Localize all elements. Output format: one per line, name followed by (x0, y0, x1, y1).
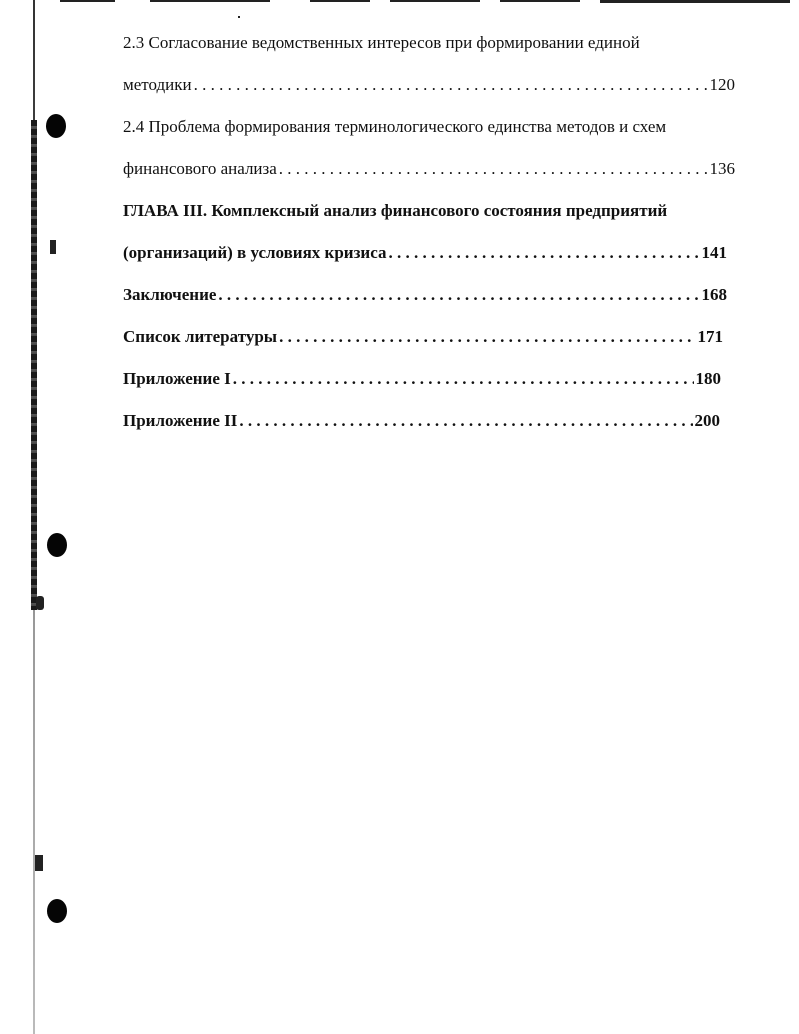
toc-entry-2-4-line1 (123, 112, 735, 154)
table-of-contents (123, 28, 735, 448)
toc-entry-title: Список литературы (123, 327, 278, 346)
punch-hole-middle (47, 533, 67, 557)
toc-entry-appendix-1 (123, 364, 721, 406)
toc-entry-chapter-3-line2 (123, 238, 727, 280)
scan-speck (36, 596, 44, 610)
toc-entry-title: Приложение II (123, 411, 238, 430)
toc-entry-title: 2.4 Проблема формирования терминологического единства методов и схем (123, 117, 667, 136)
toc-entry-appendix-2 (123, 406, 720, 448)
toc-entry-title: методики (123, 75, 192, 94)
toc-entry-title: Заключение (123, 285, 217, 304)
scan-speck (50, 240, 56, 254)
scan-top-edge (60, 0, 799, 4)
toc-page-number: 136 (709, 159, 735, 178)
punch-hole-bottom (47, 899, 67, 923)
scan-speck (238, 16, 240, 18)
dot-leader (218, 280, 699, 310)
toc-page-number: 171 (697, 327, 723, 346)
dot-leader (279, 154, 708, 184)
toc-entry-2-3-line1 (123, 28, 735, 70)
toc-entry-title: Приложение I (123, 369, 231, 388)
dot-leader (194, 70, 708, 100)
toc-page-number: 200 (694, 411, 720, 430)
dot-leader (233, 364, 694, 394)
toc-entry-title: (организаций) в условиях кризиса (123, 243, 387, 262)
toc-entry-references (123, 322, 723, 364)
punch-hole-top (46, 114, 66, 138)
toc-entry-title: 2.3 Согласование ведомственных интересов при формировании единой (123, 33, 640, 52)
toc-page-number: 141 (701, 243, 727, 262)
toc-entry-title: ГЛАВА III. Комплексный анализ финансового состояния предприятий (123, 201, 668, 220)
dot-leader (279, 322, 695, 352)
toc-entry-conclusion (123, 280, 727, 322)
dot-leader (239, 406, 692, 436)
dot-leader (388, 238, 699, 268)
toc-page-number: 120 (709, 75, 735, 94)
toc-page-number: 168 (701, 285, 727, 304)
toc-entry-2-3-line2 (123, 70, 735, 112)
toc-entry-2-4-line2 (123, 154, 735, 196)
toc-entry-chapter-3-line1 (123, 196, 735, 238)
binder-edge-shadow (31, 120, 37, 610)
scan-speck (35, 855, 43, 871)
toc-page-number: 180 (695, 369, 721, 388)
toc-entry-title: финансового анализа (123, 159, 277, 178)
